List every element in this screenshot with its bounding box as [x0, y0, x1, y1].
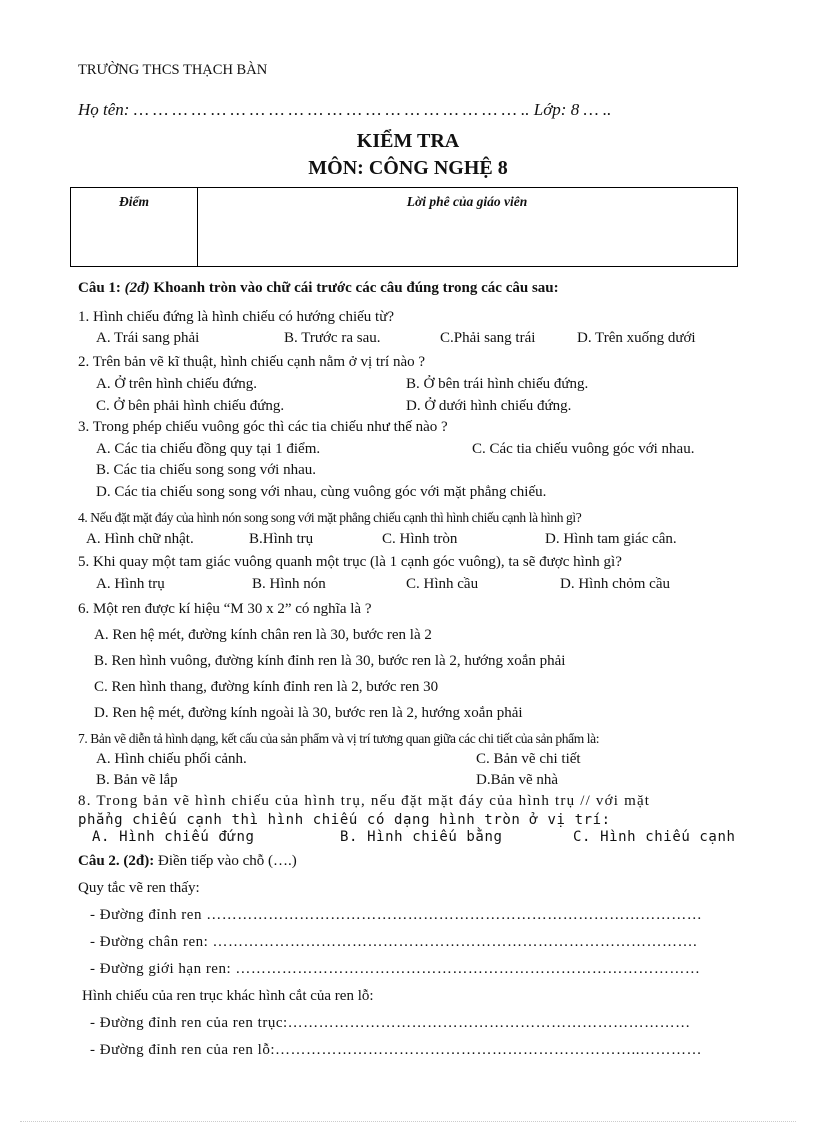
q5-option-b: B. Hình nón	[252, 576, 326, 592]
section1-instruction: Khoanh tròn vào chữ cái trước các câu đúng trong các câu sau:	[153, 280, 559, 296]
q4-option-d: D. Hình tam giác cân.	[545, 531, 677, 547]
q8-option-b: B. Hình chiếu bằng	[340, 829, 503, 845]
q4-option-c: C. Hình tròn	[382, 531, 458, 547]
q6-option-a: A. Ren hệ mét, đường kính chân ren là 30, bước ren là 2	[94, 627, 432, 643]
fill-item-3: - Đường giới hạn ren: ………………………………………………………………………………	[90, 961, 701, 977]
heading-2: Hình chiếu của ren trục khác hình cắt của ren lỗ:	[82, 988, 374, 1004]
q7-option-a: A. Hình chiếu phối cảnh.	[96, 751, 247, 767]
fill-item-2: - Đường chân ren: ………………………………………………………………………………….	[90, 934, 698, 950]
question-3: 3. Trong phép chiếu vuông góc thì các tia chiếu như thế nào ?	[78, 419, 448, 435]
q6-option-b: B. Ren hình vuông, đường kính đỉnh ren là 30, bước ren là 2, hướng xoắn phải	[94, 653, 566, 669]
q3-option-c: C. Các tia chiếu vuông góc với nhau.	[472, 441, 695, 457]
q4-option-b: B.Hình trụ	[249, 531, 314, 547]
fill-item-5: - Đường đỉnh ren của ren lỗ:……………………………………………………………..…………	[90, 1042, 703, 1058]
question-7: 7. Bản vẽ diễn tả hình dạng, kết cấu của sản phẩm và vị trí tương quan giữa các chi tiết của sản phẩm là:	[78, 731, 600, 746]
q8-option-c: C. Hình chiếu cạnh	[573, 829, 736, 845]
subject-title: MÔN: CÔNG NGHỆ 8	[308, 157, 508, 179]
student-name-class-line: Họ tên: … … … … … … … … … … … … … … … … … … … … .. Lớp: 8 … ..	[78, 100, 612, 119]
q5-option-a: A. Hình trụ	[96, 576, 165, 592]
q5-option-d: D. Hình chỏm cầu	[560, 576, 670, 592]
question-6: 6. Một ren được kí hiệu “M 30 x 2” có nghĩa là ?	[78, 601, 372, 617]
q3-option-a: A. Các tia chiếu đồng quy tại 1 điểm.	[96, 441, 321, 457]
section1-heading	[78, 280, 559, 297]
fill-item-1: - Đường đỉnh ren ……………………………………………………………………………………	[90, 907, 703, 923]
section2-heading	[78, 853, 297, 870]
teacher-comment-header: Lời phê của giáo viên	[406, 194, 528, 209]
q1-option-d: D. Trên xuống dưới	[577, 330, 696, 346]
question-1: 1. Hình chiếu đứng là hình chiếu có hướng chiếu từ?	[78, 309, 394, 325]
question-8-line2: phẳng chiếu cạnh thì hình chiếu có dạng hình tròn ở vị trí:	[78, 812, 611, 828]
q3-option-d: D. Các tia chiếu song song với nhau, cùng vuông góc với mặt phẳng chiếu.	[96, 484, 547, 500]
rule-heading: Quy tắc vẽ ren thấy:	[78, 880, 200, 896]
q2-option-c: C. Ở bên phải hình chiếu đứng.	[96, 398, 285, 414]
section2-instruction: Điền tiếp vào chỗ (….)	[158, 853, 297, 869]
q2-option-b: B. Ở bên trái hình chiếu đứng.	[406, 376, 589, 392]
question-5: 5. Khi quay một tam giác vuông quanh một trục (là 1 cạnh góc vuông), ta sẽ được hình gì?	[78, 554, 622, 570]
q7-option-c: C. Bản vẽ chi tiết	[476, 751, 581, 767]
q2-option-a: A. Ở trên hình chiếu đứng.	[96, 376, 258, 392]
q1-option-a: A. Trái sang phải	[96, 330, 200, 346]
question-8-line1: 8. Trong bản vẽ hình chiếu của hình trụ, nếu đặt mặt đáy của hình trụ // với mặt	[78, 793, 651, 809]
q1-option-c: C.Phải sang trái	[440, 330, 536, 346]
q8-option-a: A. Hình chiếu đứng	[92, 829, 255, 845]
question-2: 2. Trên bản vẽ kĩ thuật, hình chiếu cạnh nằm ở vị trí nào ?	[78, 354, 426, 370]
q6-option-c: C. Ren hình thang, đường kính đỉnh ren là 2, bước ren 30	[94, 679, 439, 695]
section2-label: Câu 2. (2đ):	[78, 853, 155, 869]
score-header: Điểm	[119, 194, 149, 209]
q7-option-d: D.Bản vẽ nhà	[476, 772, 559, 788]
q5-option-c: C. Hình cầu	[406, 576, 479, 592]
q6-option-d: D. Ren hệ mét, đường kính ngoài là 30, bước ren là 2, hướng xoắn phải	[94, 705, 523, 721]
school-name: TRƯỜNG THCS THẠCH BÀN	[78, 62, 268, 78]
question-4: 4. Nếu đặt mặt đáy của hình nón song song với mặt phẳng chiếu cạnh thì hình chiếu cạnh là hình gì?	[78, 510, 582, 525]
q4-option-a: A. Hình chữ nhật.	[86, 531, 194, 547]
q3-option-b: B. Các tia chiếu song song với nhau.	[96, 462, 316, 478]
page-bottom-rule	[20, 1121, 796, 1122]
section1-points: (2đ)	[124, 280, 150, 296]
fill-item-4: - Đường đỉnh ren của ren trục:……………………………………………………………………	[90, 1015, 691, 1031]
q7-option-b: B. Bản vẽ lắp	[96, 772, 178, 788]
score-table	[70, 187, 738, 267]
section1-label: Câu 1:	[78, 280, 121, 296]
page-title: KIỂM TRA	[356, 130, 460, 152]
q2-option-d: D. Ở dưới hình chiếu đứng.	[406, 398, 572, 414]
q1-option-b: B. Trước ra sau.	[284, 330, 381, 346]
